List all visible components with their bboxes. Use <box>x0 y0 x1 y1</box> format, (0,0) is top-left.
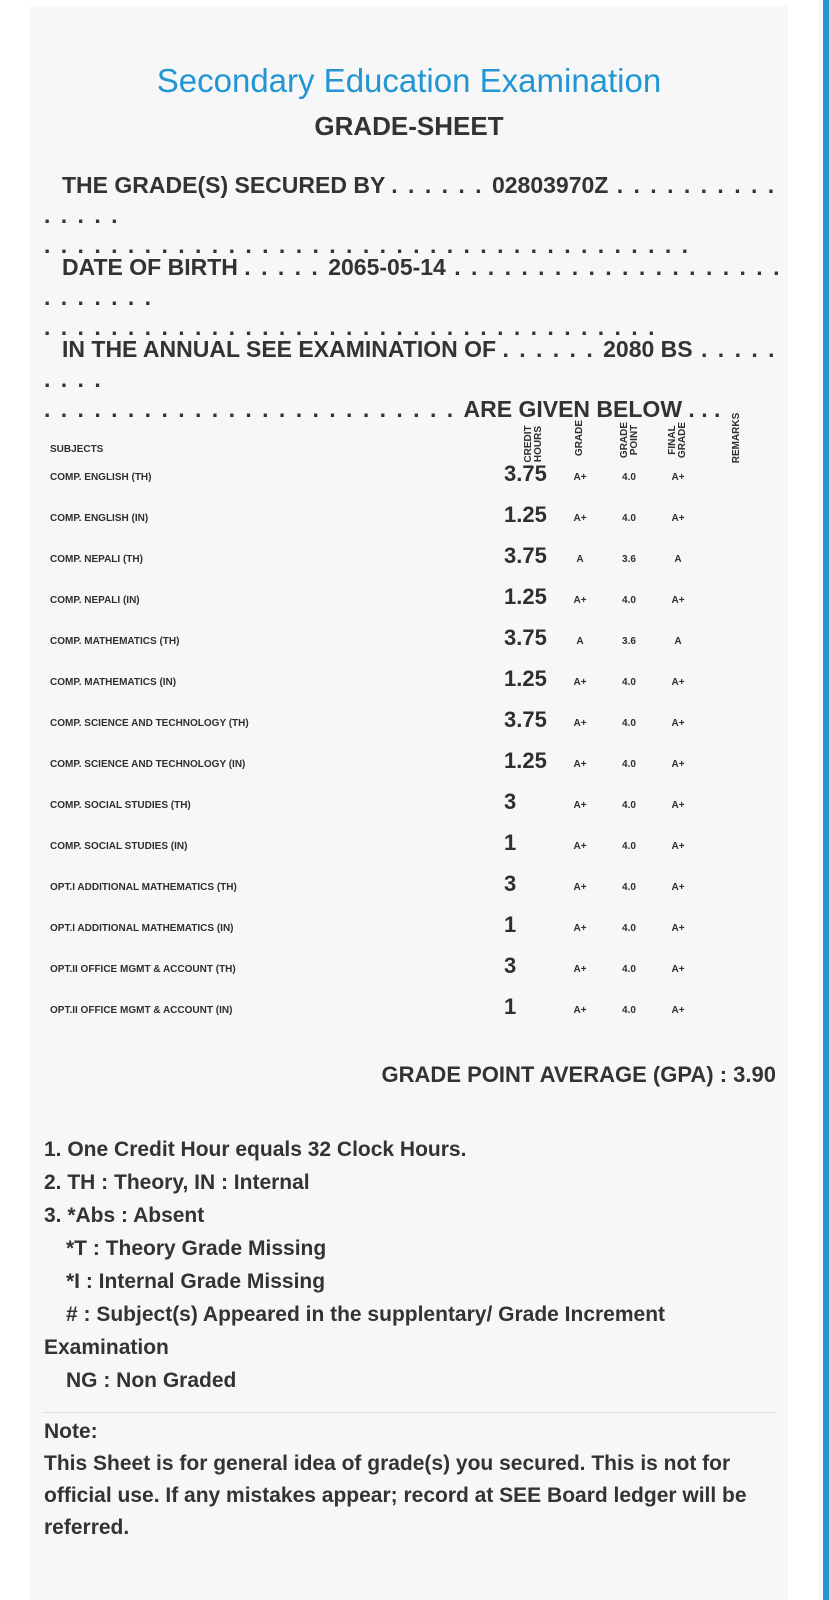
grade-cell: A <box>576 554 584 565</box>
table-row <box>30 826 788 866</box>
grade-cell: A+ <box>573 677 587 688</box>
legend-item: NG : Non Graded <box>66 1369 237 1392</box>
grade-point-cell: 4.0 <box>622 513 636 524</box>
grade-point-cell: 4.0 <box>622 964 636 975</box>
dots: . . . . . . <box>391 172 492 198</box>
subject-cell: OPT.II OFFICE MGMT & ACCOUNT (IN) <box>50 1005 233 1016</box>
legend-item: Examination <box>44 1336 169 1359</box>
grade-cell: A+ <box>573 595 587 606</box>
grade-point-cell: 4.0 <box>622 595 636 606</box>
grade-cell: A <box>576 636 584 647</box>
exam-label: IN THE ANNUAL SEE EXAMINATION OF <box>62 336 497 362</box>
col-grade-point: GRADE POINT <box>619 421 640 459</box>
final-grade-cell: A+ <box>671 595 685 606</box>
grade-point-cell: 3.6 <box>622 554 636 565</box>
col-subjects: SUBJECTS <box>50 444 104 455</box>
credit-hours-cell: 3 <box>504 789 517 814</box>
table-row <box>30 580 788 620</box>
final-grade-cell: A+ <box>671 677 685 688</box>
credit-hours-cell: 3.75 <box>504 461 547 486</box>
subject-cell: COMP. SCIENCE AND TECHNOLOGY (IN) <box>50 759 246 770</box>
subject-cell: COMP. NEPALI (TH) <box>50 554 143 565</box>
grade-cell: A+ <box>573 759 587 770</box>
credit-hours-cell: 3.75 <box>504 707 547 732</box>
grade-point-cell: 4.0 <box>622 472 636 483</box>
final-grade-cell: A+ <box>671 513 685 524</box>
gpa-value: 3.90 <box>733 1062 776 1087</box>
final-grade-cell: A+ <box>671 882 685 893</box>
legend-item: *T : Theory Grade Missing <box>66 1237 327 1260</box>
dob-line <box>44 252 784 342</box>
exam-title: Secondary Education Examination <box>156 62 662 99</box>
exam-year: 2080 BS <box>603 336 693 362</box>
credit-hours-cell: 3.75 <box>504 625 547 650</box>
credit-hours-cell: 1.25 <box>504 502 547 527</box>
given-below-text: ARE GIVEN BELOW . . . <box>463 396 721 422</box>
grade-point-cell: 4.0 <box>622 923 636 934</box>
subject-cell: OPT.I ADDITIONAL MATHEMATICS (TH) <box>50 882 237 893</box>
subject-cell: COMP. NEPALI (IN) <box>50 595 140 606</box>
subject-cell: COMP. SOCIAL STUDIES (IN) <box>50 841 188 852</box>
grade-point-cell: 4.0 <box>622 841 636 852</box>
grade-cell: A+ <box>573 718 587 729</box>
grade-cell: A+ <box>573 1005 587 1016</box>
divider <box>44 1412 776 1413</box>
table-row <box>30 539 788 579</box>
note-text: This Sheet is for general idea of grade(s) you secured. This is not for official use. If any mistakes appear; record at SEE Board ledger will be referred. <box>44 1452 747 1539</box>
legend-item: 2. TH : Theory, IN : Internal <box>44 1171 310 1194</box>
grade-point-cell: 4.0 <box>622 718 636 729</box>
table-row <box>30 908 788 948</box>
grade-cell: A+ <box>573 923 587 934</box>
secured-by-line <box>44 170 784 260</box>
grade-sheet-heading: GRADE-SHEET <box>314 111 504 141</box>
grade-point-cell: 4.0 <box>622 677 636 688</box>
dob-value: 2065-05-14 <box>328 254 446 280</box>
grade-cell: A+ <box>573 800 587 811</box>
final-grade-cell: A+ <box>671 1005 685 1016</box>
subject-cell: OPT.I ADDITIONAL MATHEMATICS (IN) <box>50 923 234 934</box>
dots: . . . . . . . . . . . . . . . . . . . . . . . . . . . . . . . . . . . . . . . . . . . . . . . . . . . . . . <box>44 172 777 258</box>
legend-item: *I : Internal Grade Missing <box>66 1270 326 1293</box>
credit-hours-cell: 1 <box>504 912 517 937</box>
table-row <box>30 744 788 784</box>
credit-hours-cell: 3.75 <box>504 543 547 568</box>
note-heading: Note: <box>44 1420 98 1443</box>
final-grade-cell: A+ <box>671 718 685 729</box>
table-row <box>30 703 788 743</box>
grade-point-cell: 4.0 <box>622 759 636 770</box>
col-remarks: REMARKS <box>731 412 742 464</box>
final-grade-cell: A+ <box>671 800 685 811</box>
subject-cell: COMP. MATHEMATICS (TH) <box>50 636 180 647</box>
grade-cell: A+ <box>573 513 587 524</box>
dots: . . . . . . . . . . . . . . . . . . . . . . . . . . . . . . . . . . . . . . . . . . . . . . . . . . . . . . . . . . . . . . . . <box>44 254 782 340</box>
col-grade: GRADE <box>574 419 585 457</box>
subject-cell: COMP. SCIENCE AND TECHNOLOGY (TH) <box>50 718 249 729</box>
grade-cell: A+ <box>573 964 587 975</box>
grade-point-cell: 4.0 <box>622 800 636 811</box>
secured-by-label: THE GRADE(S) SECURED BY <box>62 172 385 198</box>
subject-cell: OPT.II OFFICE MGMT & ACCOUNT (TH) <box>50 964 236 975</box>
note-section <box>44 1416 774 1544</box>
final-grade-cell: A+ <box>671 759 685 770</box>
dots: . . . . . . <box>502 336 604 362</box>
col-credit-hours: CREDIT HOURS <box>523 425 544 463</box>
final-grade-cell: A+ <box>671 923 685 934</box>
final-grade-cell: A+ <box>671 841 685 852</box>
credit-hours-cell: 1.25 <box>504 584 547 609</box>
subject-cell: COMP. ENGLISH (TH) <box>50 472 152 483</box>
dots: . . . . . <box>244 254 329 280</box>
credit-hours-cell: 1.25 <box>504 666 547 691</box>
final-grade-cell: A <box>674 554 682 565</box>
grade-cell: A+ <box>573 472 587 483</box>
grade-cell: A+ <box>573 841 587 852</box>
grade-sheet-card <box>30 6 788 1600</box>
table-row <box>30 949 788 989</box>
exam-line <box>44 334 784 424</box>
dots: . . . . . . . . . . . . . . . . . . . . . . . . . . . . . . . . . . <box>44 336 777 422</box>
col-final-grade: FINAL GRADE <box>667 421 688 459</box>
legend-item: # : Subject(s) Appeared in the supplentary/ Grade Increment <box>66 1303 666 1326</box>
final-grade-cell: A <box>674 636 682 647</box>
credit-hours-cell: 1 <box>504 994 517 1019</box>
table-row <box>30 785 788 825</box>
gpa-line <box>382 1062 776 1088</box>
subject-cell: COMP. ENGLISH (IN) <box>50 513 149 524</box>
table-row <box>30 621 788 661</box>
gpa-label: GRADE POINT AVERAGE (GPA) : <box>381 1062 728 1087</box>
table-row <box>30 662 788 702</box>
credit-hours-cell: 3 <box>504 953 517 978</box>
table-row <box>30 498 788 538</box>
legend-item: 1. One Credit Hour equals 32 Clock Hours. <box>44 1138 467 1161</box>
credit-hours-cell: 3 <box>504 871 517 896</box>
table-row <box>30 990 788 1030</box>
table-row <box>30 457 788 497</box>
table-row <box>30 867 788 907</box>
grade-point-cell: 4.0 <box>622 882 636 893</box>
symbol-number: 02803970Z <box>491 172 609 198</box>
subject-cell: COMP. SOCIAL STUDIES (TH) <box>50 800 191 811</box>
dob-label: DATE OF BIRTH <box>62 254 238 280</box>
legend-item: 3. *Abs : Absent <box>44 1204 205 1227</box>
subject-cell: COMP. MATHEMATICS (IN) <box>50 677 177 688</box>
final-grade-cell: A+ <box>671 964 685 975</box>
credit-hours-cell: 1 <box>504 830 517 855</box>
grade-cell: A+ <box>573 882 587 893</box>
scroll-edge-bar <box>823 0 829 1600</box>
legend-notes <box>44 1133 784 1397</box>
final-grade-cell: A+ <box>671 472 685 483</box>
credit-hours-cell: 1.25 <box>504 748 547 773</box>
grade-point-cell: 3.6 <box>622 636 636 647</box>
grade-point-cell: 4.0 <box>622 1005 636 1016</box>
